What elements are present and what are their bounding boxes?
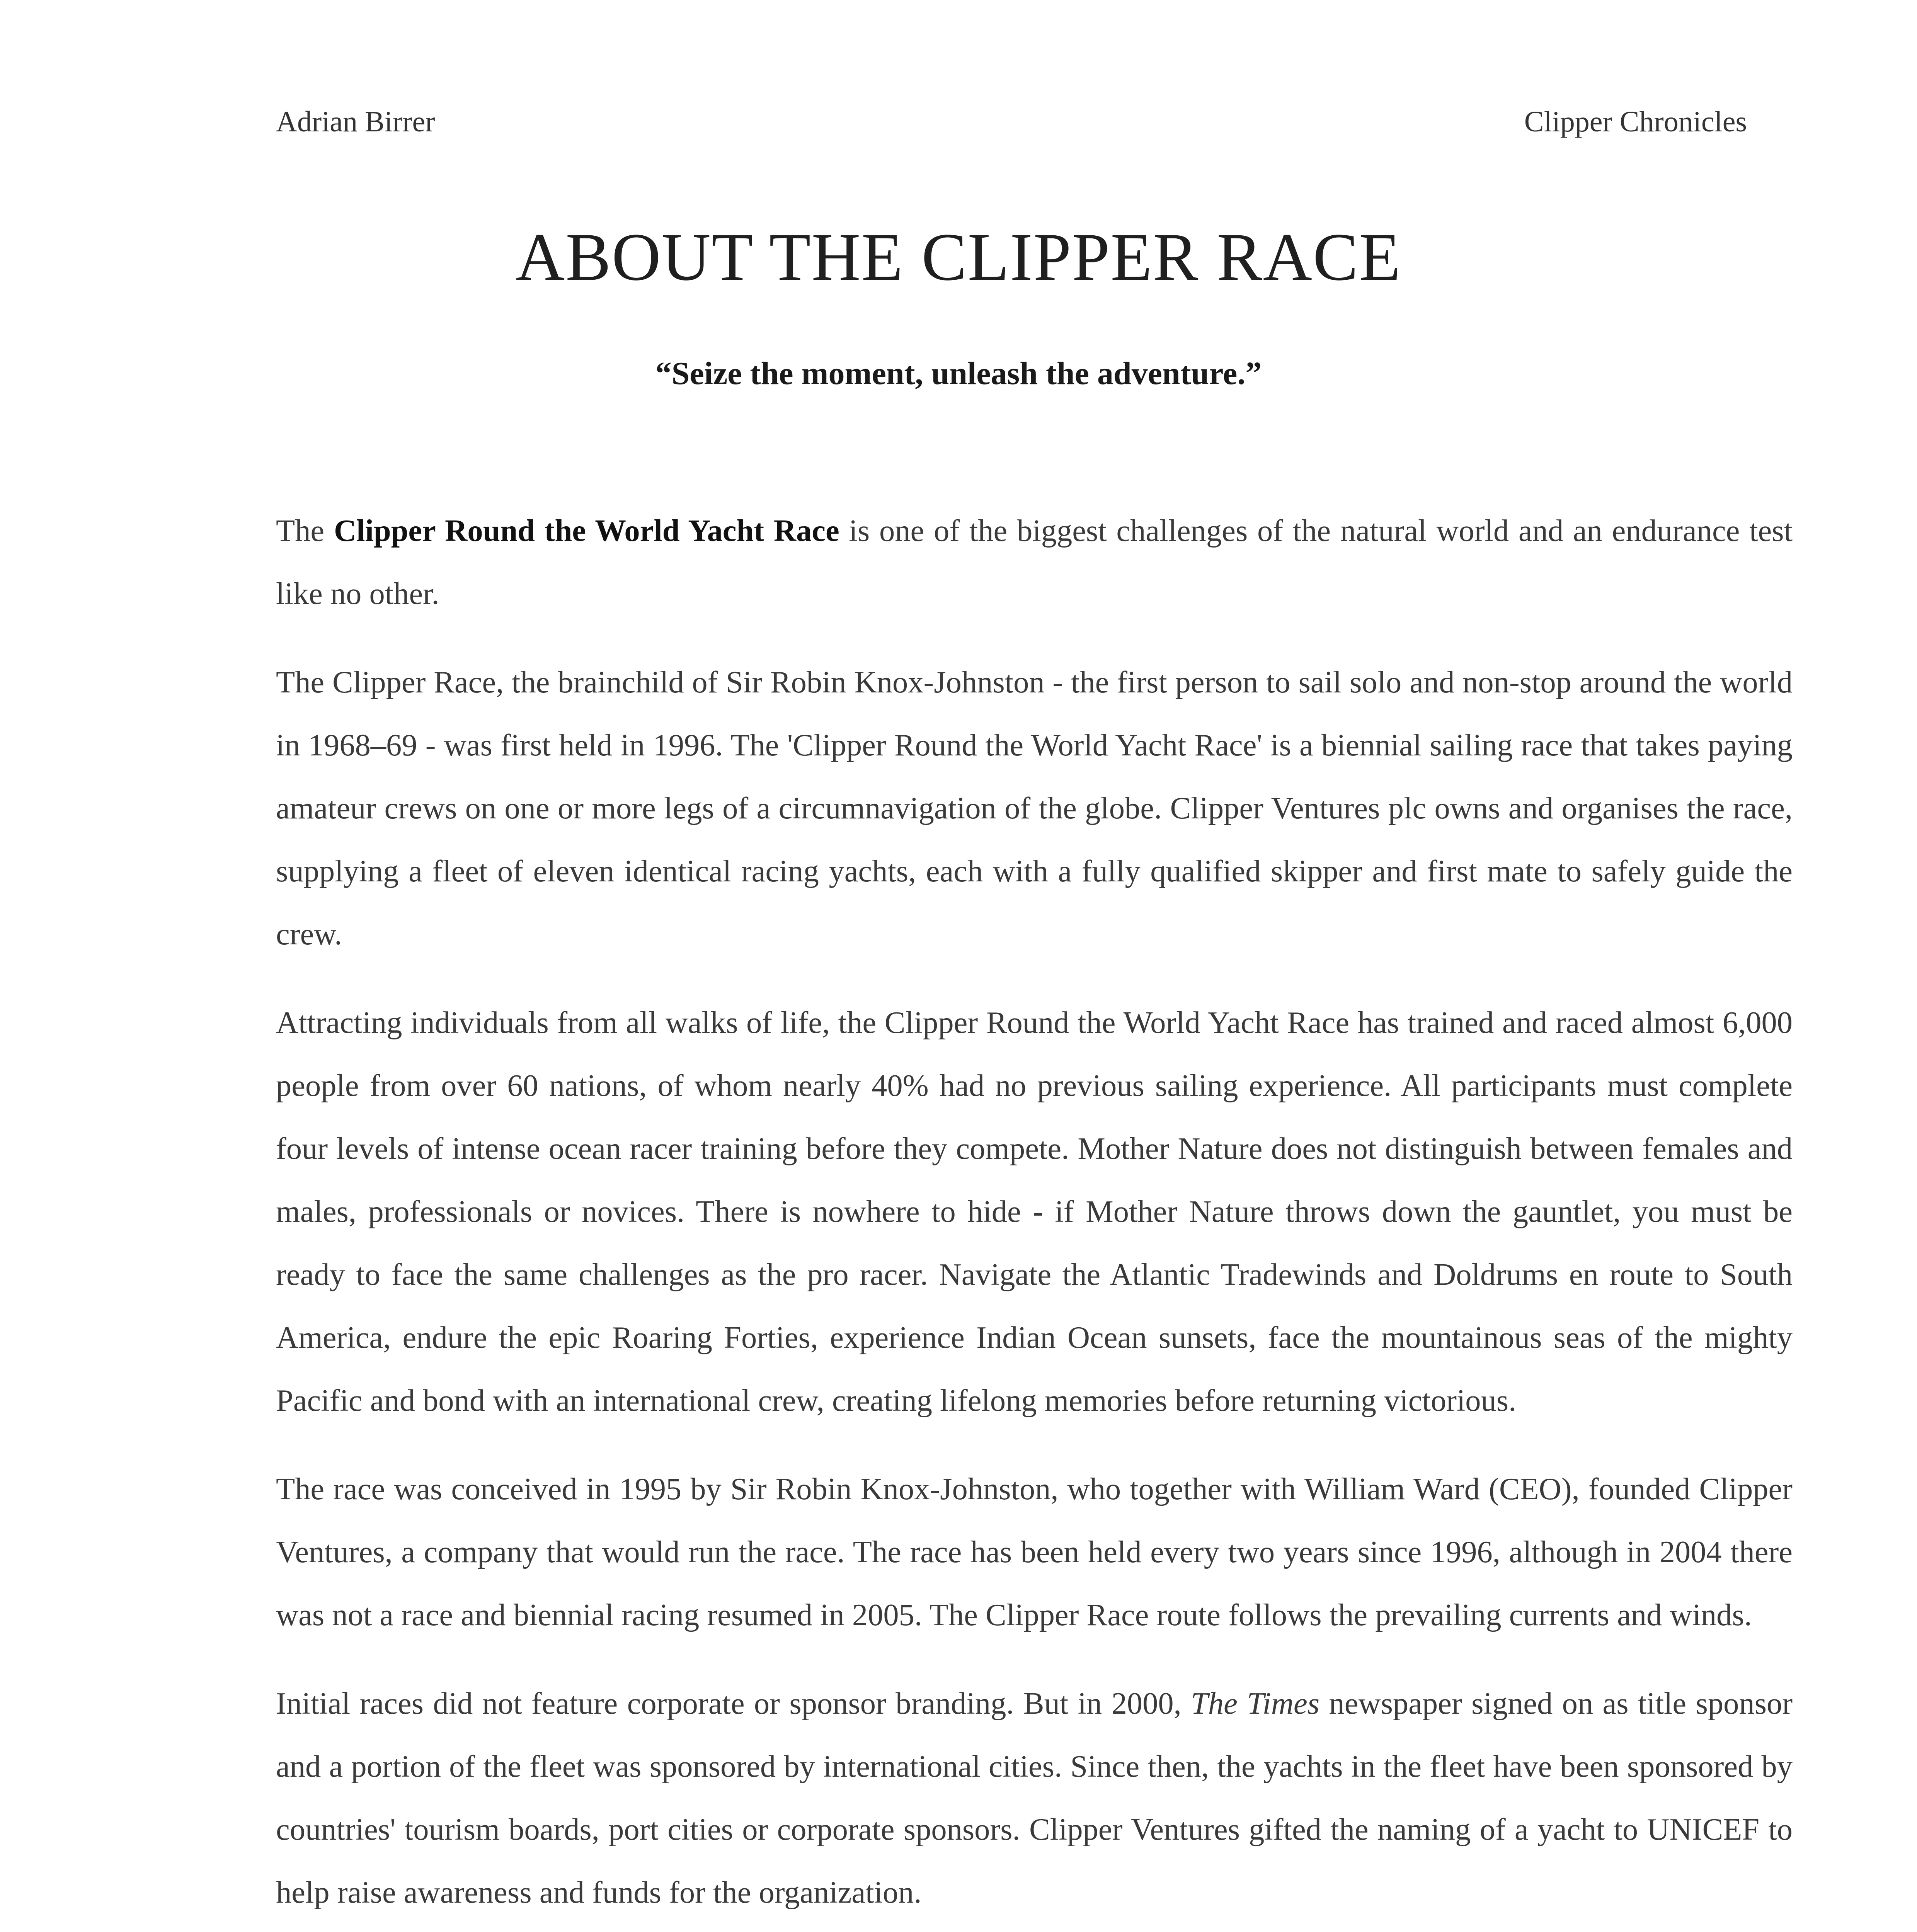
- paragraph-4: The race was conceived in 1995 by Sir Robin Knox-Johnston, who together with William Ward (CEO), founded Clipper Ventures, a company that would run the race. The race has been held every two years since 1996, although in 2004 there was not a race and biennial racing resumed in 2005. The Clipper Race route follows the prevailing currents and winds.: [276, 1472, 1793, 1632]
- header-book-title: Clipper Chronicles: [1524, 105, 1747, 138]
- paragraph-5: [276, 1672, 1793, 1924]
- race-name-bold: Clipper Round the World Yacht Race: [334, 514, 839, 548]
- paragraph-2: The Clipper Race, the brainchild of Sir Robin Knox-Johnston - the first person to sail solo and non-stop around the world in 1968–69 - was first held in 1996. The 'Clipper Round the World Yacht Race' is a biennial sailing race that takes paying amateur crews on one or more legs of a circumnavigation of the globe. Clipper Ventures plc owns and organises the race, supplying a fleet of eleven identical racing yachts, each with a fully qualified skipper and first mate to safely guide the crew.: [276, 665, 1793, 951]
- newspaper-name-italic: The Times: [1191, 1686, 1320, 1721]
- paragraph-1: [276, 499, 1793, 625]
- paragraph-5-rest: newspaper signed on as title sponsor and a portion of the fleet was sponsored by international cities. Since then, the yachts in the fleet have been sponsored by countries' tourism boards, port cities or corporate sponsors. Clipper Ventures gifted the naming of a yacht to UNICEF to help raise awareness and funds for the organization.: [276, 1686, 1793, 1910]
- running-header: [276, 105, 1747, 144]
- page-title: ABOUT THE CLIPPER RACE: [516, 219, 1401, 295]
- paragraph-5-intro: Initial races did not feature corporate or sponsor branding. But in 2000,: [276, 1686, 1191, 1721]
- header-author: Adrian Birrer: [276, 105, 435, 138]
- page-motto: “Seize the moment, unleash the adventure.”: [655, 355, 1262, 391]
- body-text: [276, 499, 1793, 1932]
- paragraph-1-intro: The: [276, 514, 334, 548]
- paragraph-1-rest: is one of the biggest challenges of the natural world and an endurance test like no other.: [276, 514, 1793, 611]
- paragraph-3: Attracting individuals from all walks of life, the Clipper Round the World Yacht Race has trained and raced almost 6,000 people from over 60 nations, of whom nearly 40% had no previous sailing experience. All participants must complete four levels of intense ocean racer training before they compete. Mother Nature does not distinguish between females and males, professionals or novices. There is nowhere to hide - if Mother Nature throws down the gauntlet, you must be ready to face the same challenges as the pro racer. Navigate the Atlantic Tradewinds and Doldrums en route to South America, endure the epic Roaring Forties, experience Indian Ocean sunsets, face the mountainous seas of the mighty Pacific and bond with an international crew, creating lifelong memories before returning victorious.: [276, 1005, 1793, 1418]
